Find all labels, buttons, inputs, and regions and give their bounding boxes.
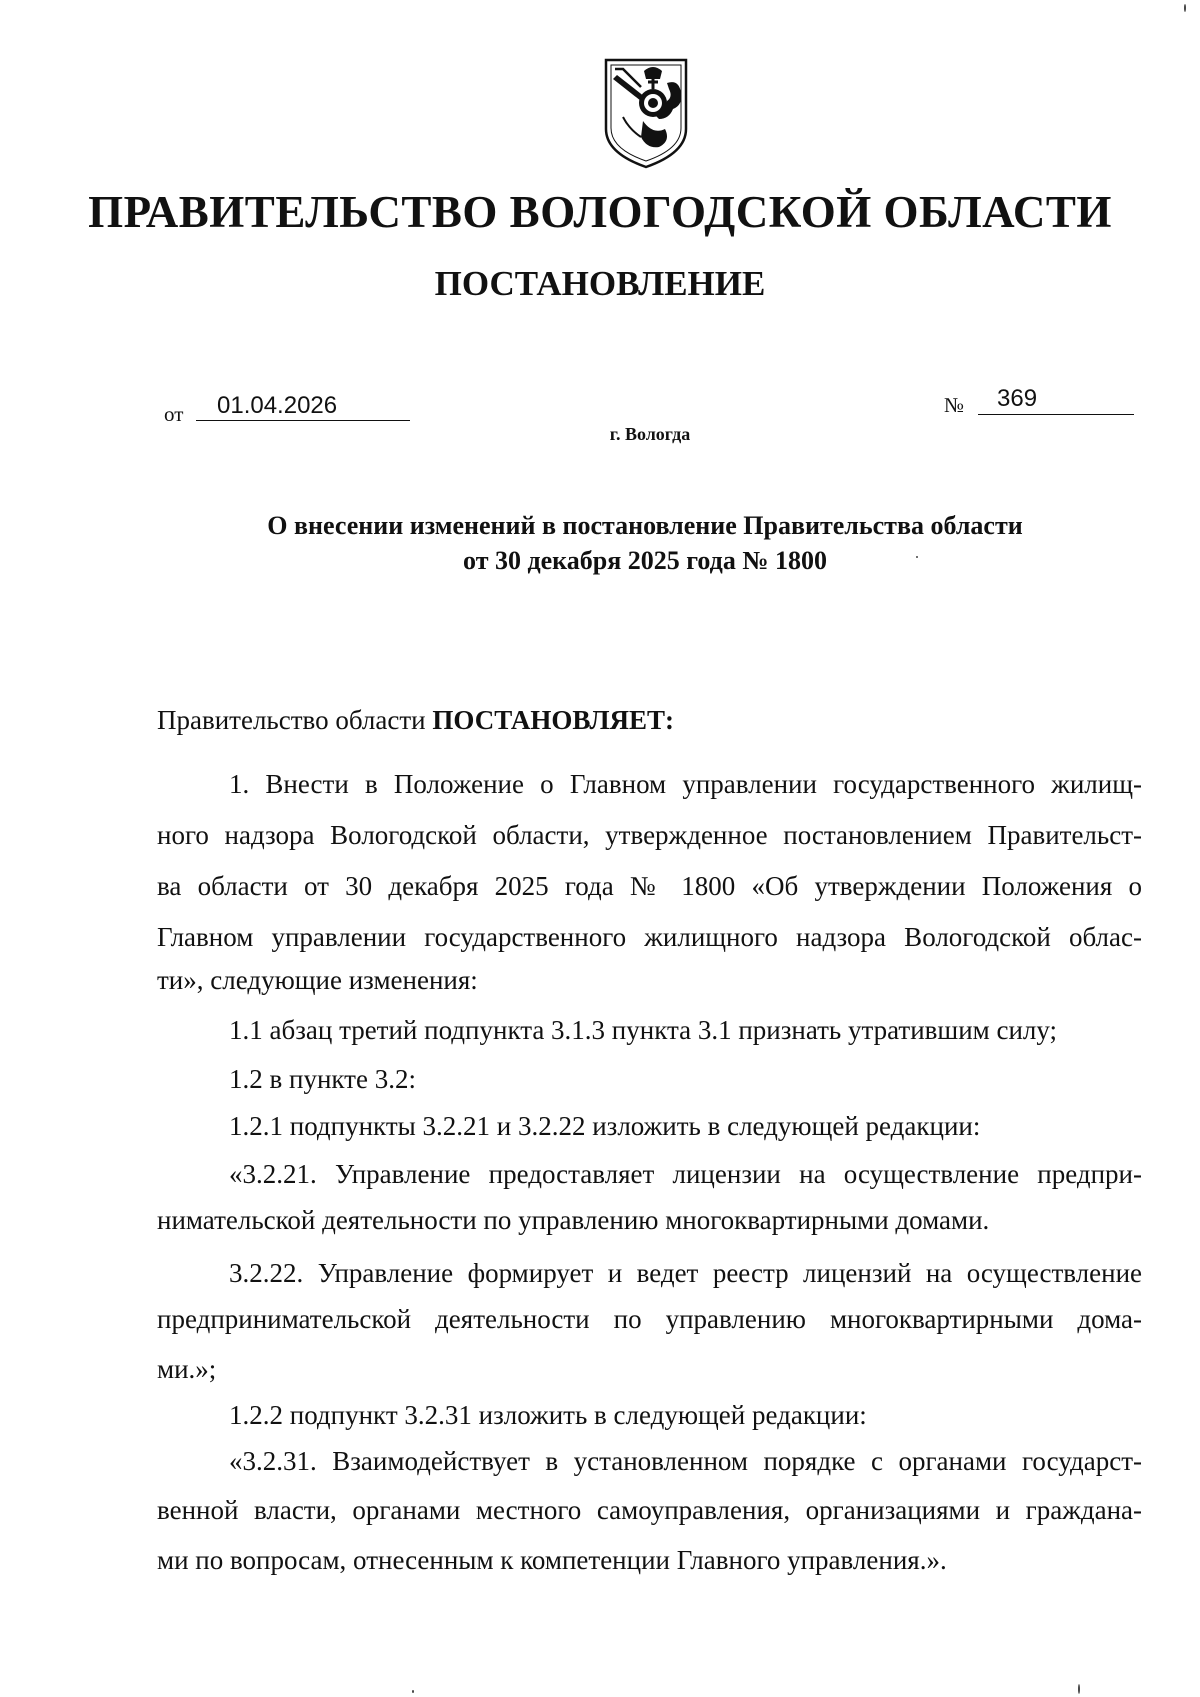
paragraph-line: ва области от 30 декабря 2025 года № 1800 «Об утверждении Положения о [157,871,1142,901]
quote-line: ми.»; [157,1354,217,1384]
quote-line: венной власти, органами местного самоуправления, организациями и граждана- [157,1495,1142,1525]
lead-keyword: ПОСТАНОВЛЯЕТ: [432,705,674,735]
item-1-2-2: 1.2.2 подпункт 3.2.31 изложить в следующей редакции: [229,1400,867,1430]
quote-line: «3.2.31. Взаимодействует в установленном порядке с органами государст- [229,1446,1142,1476]
government-name: ПРАВИТЕЛЬСТВО ВОЛОГОДСКОЙ ОБЛАСТИ [88,187,1112,237]
document-number: 369 [997,385,1038,412]
item-1-2: 1.2 в пункте 3.2: [229,1064,416,1094]
city: г. Вологда [609,424,691,444]
paragraph-line: Главном управлении государственного жилищного надзора Вологодской облас- [157,922,1142,952]
subject-line: от 30 декабря 2025 года № 1800 [463,546,827,575]
quote-line: ми по вопросам, отнесенным к компетенции Главного управления.». [157,1545,947,1575]
scan-speck [1184,4,1186,12]
lead-text: Правительство области [157,705,433,735]
item-1-1: 1.1 абзац третий подпункта 3.1.3 пункта 3.1 признать утратившим силу; [229,1015,1058,1045]
quote-line: 3.2.22. Управление формирует и ведет реестр лицензий на осуществление [229,1258,1142,1288]
resolution-lead [157,705,674,735]
quote-line: нимательской деятельности по управлению многоквартирными домами. [157,1205,990,1235]
vologda-coat-of-arms-icon [603,57,689,170]
item-1-2-1: 1.2.1 подпункты 3.2.21 и 3.2.22 изложить в следующей редакции: [229,1111,981,1141]
document-date: 01.04.2026 [217,392,338,419]
scan-speck [916,556,918,558]
document-type: ПОСТАНОВЛЕНИЕ [434,264,766,303]
number-label: № [944,393,965,417]
subject-line: О внесении изменений в постановление Правительства области [267,511,1023,540]
paragraph-line: ного надзора Вологодской области, утвержденное постановлением Правительст- [157,820,1142,850]
scan-speck [412,1690,414,1693]
document-subject [0,508,1200,578]
scan-speck [1078,1684,1080,1694]
date-label: от [164,402,184,426]
paragraph-line: 1. Внести в Положение о Главном управлении государственного жилищ- [229,769,1142,799]
paragraph-line: ти», следующие изменения: [157,965,478,995]
quote-line: «3.2.21. Управление предоставляет лицензии на осуществление предпри- [229,1159,1142,1189]
quote-line: предпринимательской деятельности по управлению многоквартирными дома- [157,1304,1142,1334]
